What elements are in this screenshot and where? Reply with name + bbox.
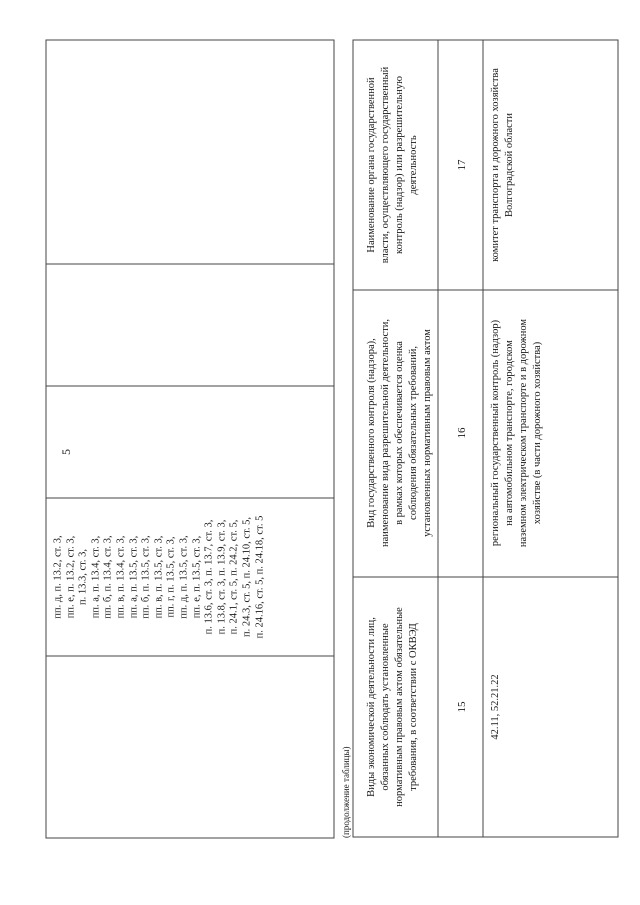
authority-line: комитет транспорта и дорожного хозяйства — [490, 68, 501, 262]
list-item: п. 13.6, ст. 3, п. 13.7, ст. 3, — [203, 519, 215, 634]
okved-codes: 42.11, 52.21.22 — [490, 674, 501, 740]
list-item: п. 13.8, ст. 3, п. 13.9, ст. 3, — [215, 519, 227, 634]
list-item: п. 24.3, ст. 5, п. 24.10, ст. 5, — [240, 516, 252, 637]
page-number: 5 — [59, 449, 73, 455]
control-type-line: наземном электрическом транспорте и в дорожном — [518, 318, 529, 548]
column-number: 15 — [456, 701, 468, 713]
list-item: пп. а, п. 13.4, ст. 3, — [89, 535, 101, 618]
list-item: пп. в, п. 13.4, ст. 3, — [114, 535, 126, 618]
column-number: 17 — [456, 159, 468, 171]
control-type-line: на автомобильном транспорте, городском — [504, 340, 515, 526]
list-item: п. 24.1, ст. 5, п. 24.2, ст. 5, — [228, 519, 240, 634]
list-item: пп. е, п. 13.2, ст. 3, — [64, 535, 76, 618]
list-item: пп. б, п. 13.5, ст. 3, — [140, 534, 152, 619]
header-control-type-line: соблюдения обязательных требований, — [408, 346, 419, 520]
list-item: пп. г, п. 13.5, ст. 3, — [165, 536, 177, 617]
continuation-label: (продолжение таблицы) — [341, 746, 351, 838]
control-type-line: региональный государственный контроль (надзор) — [490, 319, 501, 547]
list-item: п. 13.3, ст. 3, — [77, 548, 89, 605]
control-type-line: хозяйстве (в части дорожного хозяйства) — [532, 341, 543, 525]
header-control-type-line: установленных нормативным правовым актом — [422, 329, 433, 537]
header-authority-line: контроль (надзор) или разрешительную — [394, 76, 405, 254]
header-okved-line: обязанных соблюдать установленные — [380, 623, 391, 791]
table-frame — [353, 40, 618, 837]
header-control-type-line: в рамках которых обеспечивается оценка — [394, 341, 405, 525]
column-number: 16 — [456, 427, 468, 439]
authority-line: Волгоградской области — [504, 112, 515, 218]
list-item: пп. б, п. 13.4, ст. 3, — [102, 534, 114, 619]
list-item: пп. в, п. 13.5, ст. 3, — [152, 535, 164, 618]
header-control-type-line: наименование вида разрешительной деятельности, — [380, 318, 391, 548]
list-item: пп. а, п. 13.5, ст. 3, — [127, 535, 139, 618]
header-okved-line: нормативным правовым актом обязательные — [394, 607, 405, 807]
list-item: пп. д, п. 13.2, ст. 3, — [52, 534, 63, 619]
header-control-type-line: Вид государственного контроля (надзора), — [366, 338, 377, 528]
header-authority-line: Наименование органа государственной — [366, 77, 377, 253]
list-item: пп. е, п. 13.5, ст. 3, — [190, 535, 202, 618]
list-item: п. 24.16, ст. 5, п. 24.18, ст. 5 — [253, 515, 265, 638]
list-item: пп. д, п. 13.5, ст. 3, — [177, 534, 189, 619]
header-authority-line: деятельность — [408, 135, 419, 195]
header-okved-line: требования, в соответствии с ОКВЭД — [408, 623, 419, 791]
header-okved-line: Виды экономической деятельности лиц, — [366, 617, 377, 797]
header-authority-line: власти, осуществляющего государственный — [380, 66, 391, 264]
